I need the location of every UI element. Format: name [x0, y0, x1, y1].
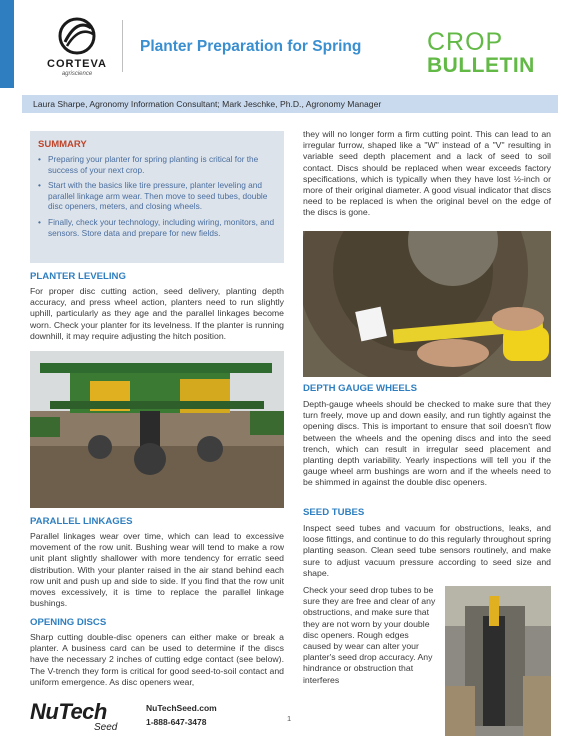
- paragraph-gauge: Depth-gauge wheels should be checked to make sure that they turn freely, move up and down easily, and run tightly against the opening discs. This is important to ensure that soil doesn't flow between the wheels and the opening discs and into the seed trench, which can result in irregular seed placement and planting depth variability. Yearly inspections will tell you if the gauge wheel arm bushings are worn and if the wheels need to be shimmed in against the double disc openers.: [303, 399, 551, 488]
- planter-field-photo: [30, 351, 284, 508]
- disc-measurement-photo: [303, 231, 551, 377]
- footer-website: NuTechSeed.com: [146, 703, 217, 713]
- seed-wordmark: Seed: [94, 722, 118, 733]
- nutech-wordmark: NuTech: [30, 699, 107, 724]
- page-number: 1: [287, 714, 292, 723]
- footer-phone: 1-888-647-3478: [146, 717, 207, 727]
- paragraph-tubes-2: Check your seed drop tubes to be sure they are free and clear of any obstructions, and make sure that they are not worn by your double disc openers. Rough edges caused by wear can alter your planter's seed drop accuracy. Any hindrance or obstruction that interferes: [303, 585, 436, 685]
- section-heading-linkages: PARALLEL LINKAGES: [30, 516, 133, 527]
- summary-title: SUMMARY: [38, 139, 87, 150]
- authors-bar: Laura Sharpe, Agronomy Information Consultant; Mark Jeschke, Ph.D., Agronomy Manager: [22, 95, 558, 113]
- summary-item: • Start with the basics like tire pressure, planter leveling and parallel linkage arm wear. Then move to seed tubes, double disc openers, meters, and closing wheels.: [38, 180, 276, 212]
- summary-list: [38, 154, 276, 238]
- corteva-wordmark: CORTEVA: [47, 58, 107, 70]
- corteva-logo-icon: [55, 16, 99, 56]
- seed-tube-image-icon: [445, 586, 551, 736]
- corteva-subtitle: agriscience: [61, 71, 93, 77]
- paragraph-leveling: For proper disc cutting action, seed delivery, planting depth accuracy, and press wheel action, planters need to run slightly uphill, particularly as they age and the parallel linkages become worn. Check your planter for its levelness. If the planter is running downhill, it may require adjusting the hitch position.: [30, 286, 284, 341]
- crop-label: CROP: [427, 28, 504, 56]
- summary-item: • Finally, check your technology, including wiring, monitors, and sensors. Store data and prepare for new fields.: [38, 217, 276, 238]
- bulletin-label: BULLETIN: [427, 54, 535, 77]
- nutech-seed-logo: [30, 699, 140, 733]
- paragraph-linkages: Parallel linkages wear over time, which can lead to excessive movement of the row unit. Bushing wear will tend to make a row unit plant slightly shallower with more tendency for erratic seed distribution. With your planter raised in the air stand behind each row unit and push up and side to side. If you find that the row unit moves excessively, it is time to replace the parallel linkage bushings.: [30, 531, 284, 609]
- document-title: Planter Preparation for Spring: [140, 38, 362, 55]
- section-heading-tubes: SEED TUBES: [303, 507, 365, 518]
- paragraph-tubes: Inspect seed tubes and vacuum for obstructions, leaks, and loose fittings, and continue to do this regularly throughout spring planting season. Clean seed tube sensors routinely, and make sure to adjust vacuum pressure according to seed size and shape.: [303, 523, 551, 578]
- disc-image-icon: [303, 231, 551, 377]
- paragraph-discs-continued: they will no longer form a firm cutting point. This can lead to an irregular furrow, shaped like a "W" instead of a "V" resulting in variable seed depth placement and a lack of seed to soil contact. Discs should be replaced when wear exceeds factory specifications, which is typically when they have lost ½-inch or more of their original diameter. A good visual indicator that discs need to be replaced is when the original bevel on the edge of the discs is gone.: [303, 129, 551, 218]
- corteva-logo: [22, 12, 132, 78]
- planter-image-icon: [30, 351, 284, 508]
- section-heading-leveling: PLANTER LEVELING: [30, 271, 126, 282]
- seed-tube-photo: [445, 586, 551, 736]
- summary-box: [30, 131, 284, 263]
- section-heading-discs: OPENING DISCS: [30, 617, 107, 628]
- header-accent-band: [0, 0, 14, 88]
- section-heading-gauge: DEPTH GAUGE WHEELS: [303, 383, 418, 394]
- paragraph-discs: Sharp cutting double-disc openers can either make or break a planter. A business card can be used to determine if the discs have the necessary 2 inches of cutting edge contact (see below). The V-trench they form is critical for good seed-to-soil contact and uniform emergence. As disc openers wear,: [30, 632, 284, 687]
- summary-item: • Preparing your planter for spring planting is critical for the success of your next crop.: [38, 154, 276, 175]
- header-divider: [122, 20, 123, 72]
